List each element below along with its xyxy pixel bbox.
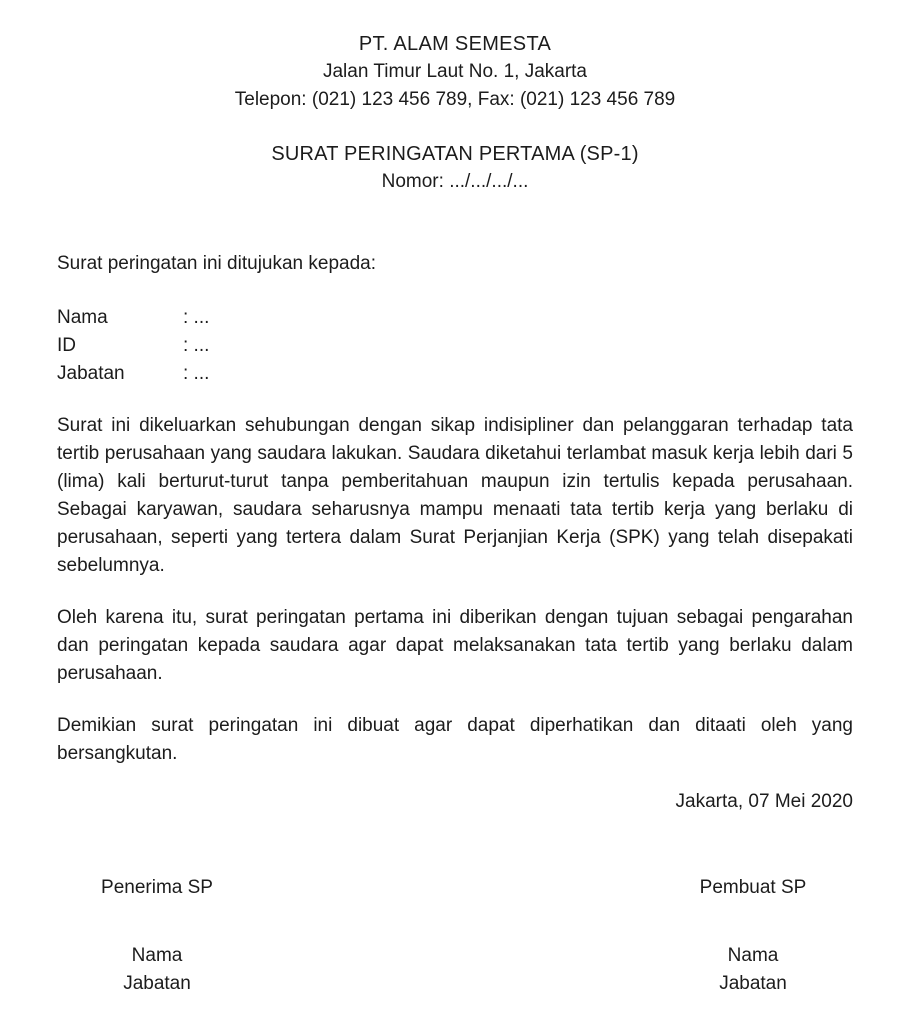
date-place: Jakarta, 07 Mei 2020 <box>675 791 853 812</box>
company-address: Jalan Timur Laut No. 1, Jakarta <box>322 61 587 82</box>
signature-position-issuer: Jabatan <box>719 973 787 994</box>
title-block <box>57 140 853 196</box>
signature-name-recipient: Nama <box>131 945 183 966</box>
company-contact: Telepon: (021) 123 456 789, Fax: (021) 123 456 789 <box>234 89 676 110</box>
recipient-fields <box>57 304 853 388</box>
field-value-jabatan: : ... <box>183 363 210 384</box>
letterhead <box>57 30 853 114</box>
signature-block-issuer <box>653 874 853 998</box>
signature-section <box>57 874 853 998</box>
recipient-intro: Surat peringatan ini ditujukan kepada: <box>57 253 377 274</box>
signature-position-recipient: Jabatan <box>123 973 191 994</box>
field-label-jabatan: Jabatan <box>57 363 125 384</box>
field-value-id: : ... <box>183 335 210 356</box>
body-paragraph-2: Oleh karena itu, surat peringatan pertama ini diberikan dengan tujuan sebagai pengarahan dan peringatan kepada saudara agar dapat melaksanakan tata tertib yang berlaku dalam perusahaan. <box>57 607 853 684</box>
letter-title: SURAT PERINGATAN PERTAMA (SP-1) <box>271 143 639 165</box>
field-label-nama: Nama <box>57 307 108 328</box>
company-name: PT. ALAM SEMESTA <box>358 33 552 55</box>
body-paragraph-3: Demikian surat peringatan ini dibuat agar dapat diperhatikan dan ditaati oleh yang bersangkutan. <box>57 715 853 764</box>
field-label-id: ID <box>57 335 76 356</box>
signature-block-recipient <box>57 874 257 998</box>
signature-name-issuer: Nama <box>727 945 779 966</box>
field-row-nama <box>57 304 853 332</box>
signature-role-recipient: Penerima SP <box>101 877 213 898</box>
body-paragraph-1: Surat ini dikeluarkan sehubungan dengan sikap indisipliner dan pelanggaran terhadap tata tertib perusahaan yang saudara lakukan. Saudara diketahui terlambat masuk kerja lebih dari 5 (lima) kali berturut-turut tanpa pemberitahuan maupun izin tertulis kepada perusahaan. Sebagai karyawan, saudara seharusnya mampu menaati tata tertib kerja yang berlaku di perusahaan, seperti yang tertera dalam Surat Perjanjian Kerja (SPK) yang telah disepakati sebelumnya. <box>57 415 853 576</box>
signature-lines-recipient <box>57 942 257 998</box>
field-value-nama: : ... <box>183 307 210 328</box>
signature-lines-issuer <box>653 942 853 998</box>
letter-number: Nomor: .../.../.../... <box>381 171 529 192</box>
signature-role-issuer: Pembuat SP <box>699 877 807 898</box>
field-row-jabatan <box>57 360 853 388</box>
field-row-id <box>57 332 853 360</box>
